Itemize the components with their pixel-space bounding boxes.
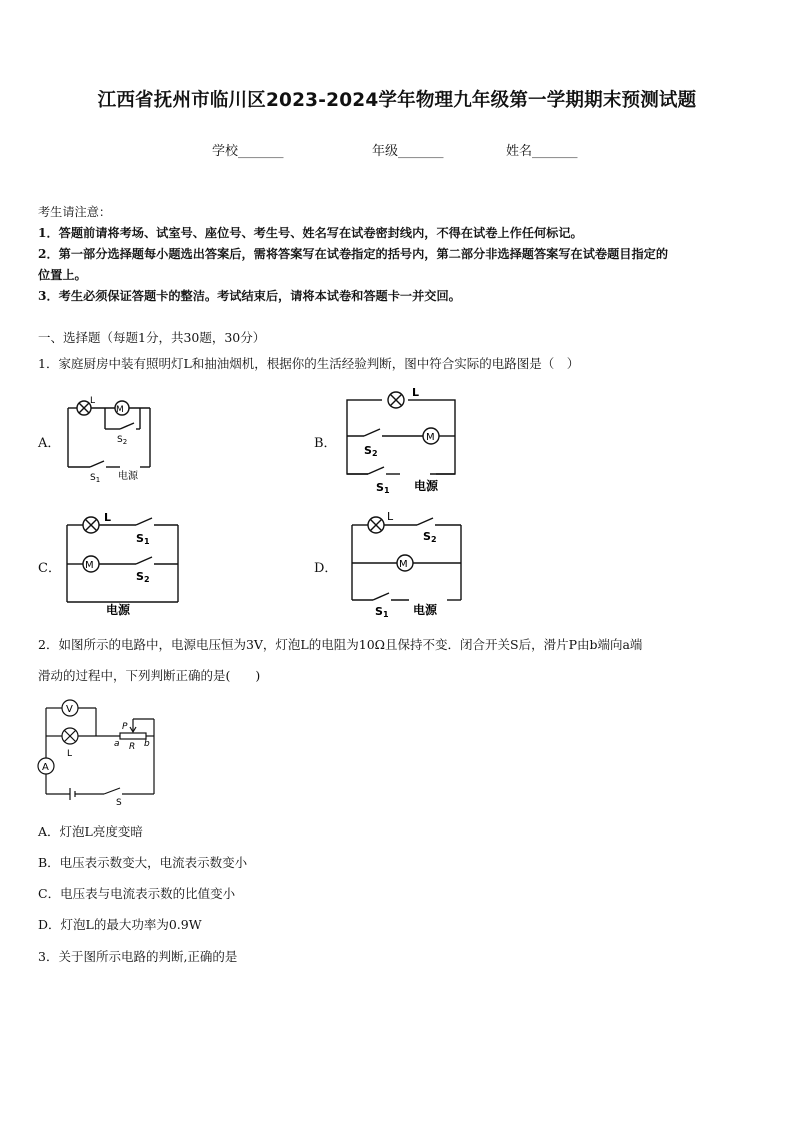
school-field: 学校_______ xyxy=(212,144,284,159)
q2-voltmeter-label: V xyxy=(66,704,73,715)
q3-stem: 3．关于图所示电路的判断,正确的是 xyxy=(38,949,238,964)
circuit-a-motor: M xyxy=(116,405,124,415)
q2-option-c: C．电压表与电流表示数的比值变小 xyxy=(38,886,236,901)
q2-rheostat-label: R xyxy=(129,742,136,752)
q2-circuit xyxy=(34,696,162,806)
circuit-b-s1: S1 xyxy=(376,481,390,495)
q2-stem-line-2: 滑动的过程中，下列判断正确的是( ) xyxy=(38,668,261,683)
circuit-c-s2: S2 xyxy=(136,570,150,584)
q2-ammeter-label: A xyxy=(42,762,49,773)
circuit-d-motor: M xyxy=(399,559,408,570)
circuit-d xyxy=(343,508,468,620)
note-item-3: 3．考生必须保证答题卡的整洁。考试结束后，请将本试卷和答题卡一并交回。 xyxy=(38,289,461,303)
page-title: 江西省抚州市临川区2023-2024学年物理九年级第一学期期末预测试题 xyxy=(97,90,697,111)
circuit-d-s2: S2 xyxy=(423,530,437,544)
note-item-1: 1．答题前请将考场、试室号、座位号、考生号、姓名写在试卷密封线内，不得在试卷上作任何标记。 xyxy=(38,226,583,240)
circuit-a-s2: $S_2$ xyxy=(117,435,128,446)
q2-option-b: B．电压表示数变大，电流表示数变小 xyxy=(38,855,248,870)
grade-field: 年级_______ xyxy=(372,144,444,159)
circuit-a-lamp-label: L xyxy=(90,396,96,406)
circuit-c-motor: M xyxy=(85,560,94,571)
q1-option-c-label: C． xyxy=(38,561,61,576)
circuit-a xyxy=(60,392,160,484)
notes-header: 考生请注意： xyxy=(38,205,112,219)
circuit-c-lamp-label: L xyxy=(104,511,112,524)
circuit-c-power: 电源 xyxy=(106,603,131,617)
q2-option-d: D．灯泡L的最大功率为0.9W xyxy=(38,917,202,932)
circuit-c-s1: S1 xyxy=(136,532,150,546)
circuit-d-lamp-label: L xyxy=(387,510,394,523)
circuit-b-s2: S2 xyxy=(364,444,378,458)
q2-option-a: A．灯泡L亮度变暗 xyxy=(38,824,143,839)
note-item-2-cont: 位置上。 xyxy=(38,268,87,282)
circuit-b-power: 电源 xyxy=(414,479,439,493)
q1-option-a-label: A． xyxy=(38,436,61,451)
circuit-d-s1: S1 xyxy=(375,605,389,619)
circuit-d-power: 电源 xyxy=(413,603,438,617)
q2-lamp-label: L xyxy=(67,749,73,759)
circuit-a-s1: $S_1$ xyxy=(90,473,101,484)
name-field: 姓名_______ xyxy=(506,144,578,159)
circuit-b xyxy=(340,384,460,496)
circuit-b-lamp-label: L xyxy=(412,386,420,399)
q2-slider-label: P xyxy=(122,722,128,732)
q2-switch-label: S xyxy=(116,798,122,806)
note-item-2: 2．第一部分选择题每小题选出答案后，需将答案写在试卷指定的括号内，第二部分非选择题答案写在试卷题目指定的 xyxy=(38,247,669,261)
circuit-c xyxy=(60,508,185,620)
q2-end-b-label: b xyxy=(144,739,150,749)
q2-end-a-label: a xyxy=(114,739,120,749)
section-heading: 一、选择题（每题1分，共30题，30分） xyxy=(38,330,266,345)
circuit-a-power: 电源 xyxy=(118,471,138,482)
q1-option-b-label: B． xyxy=(314,436,337,451)
q1-option-d-label: D． xyxy=(314,561,338,576)
q2-stem-line-1: 2．如图所示的电路中，电源电压恒为3V，灯泡L的电阻为10Ω且保持不变．闭合开关S后，滑片P由b端向a端 xyxy=(38,637,643,652)
circuit-b-motor: M xyxy=(426,432,435,443)
q1-stem: 1．家庭厨房中装有照明灯L和抽油烟机，根据你的生活经验判断，图中符合实际的电路图是（ ） xyxy=(38,356,580,371)
